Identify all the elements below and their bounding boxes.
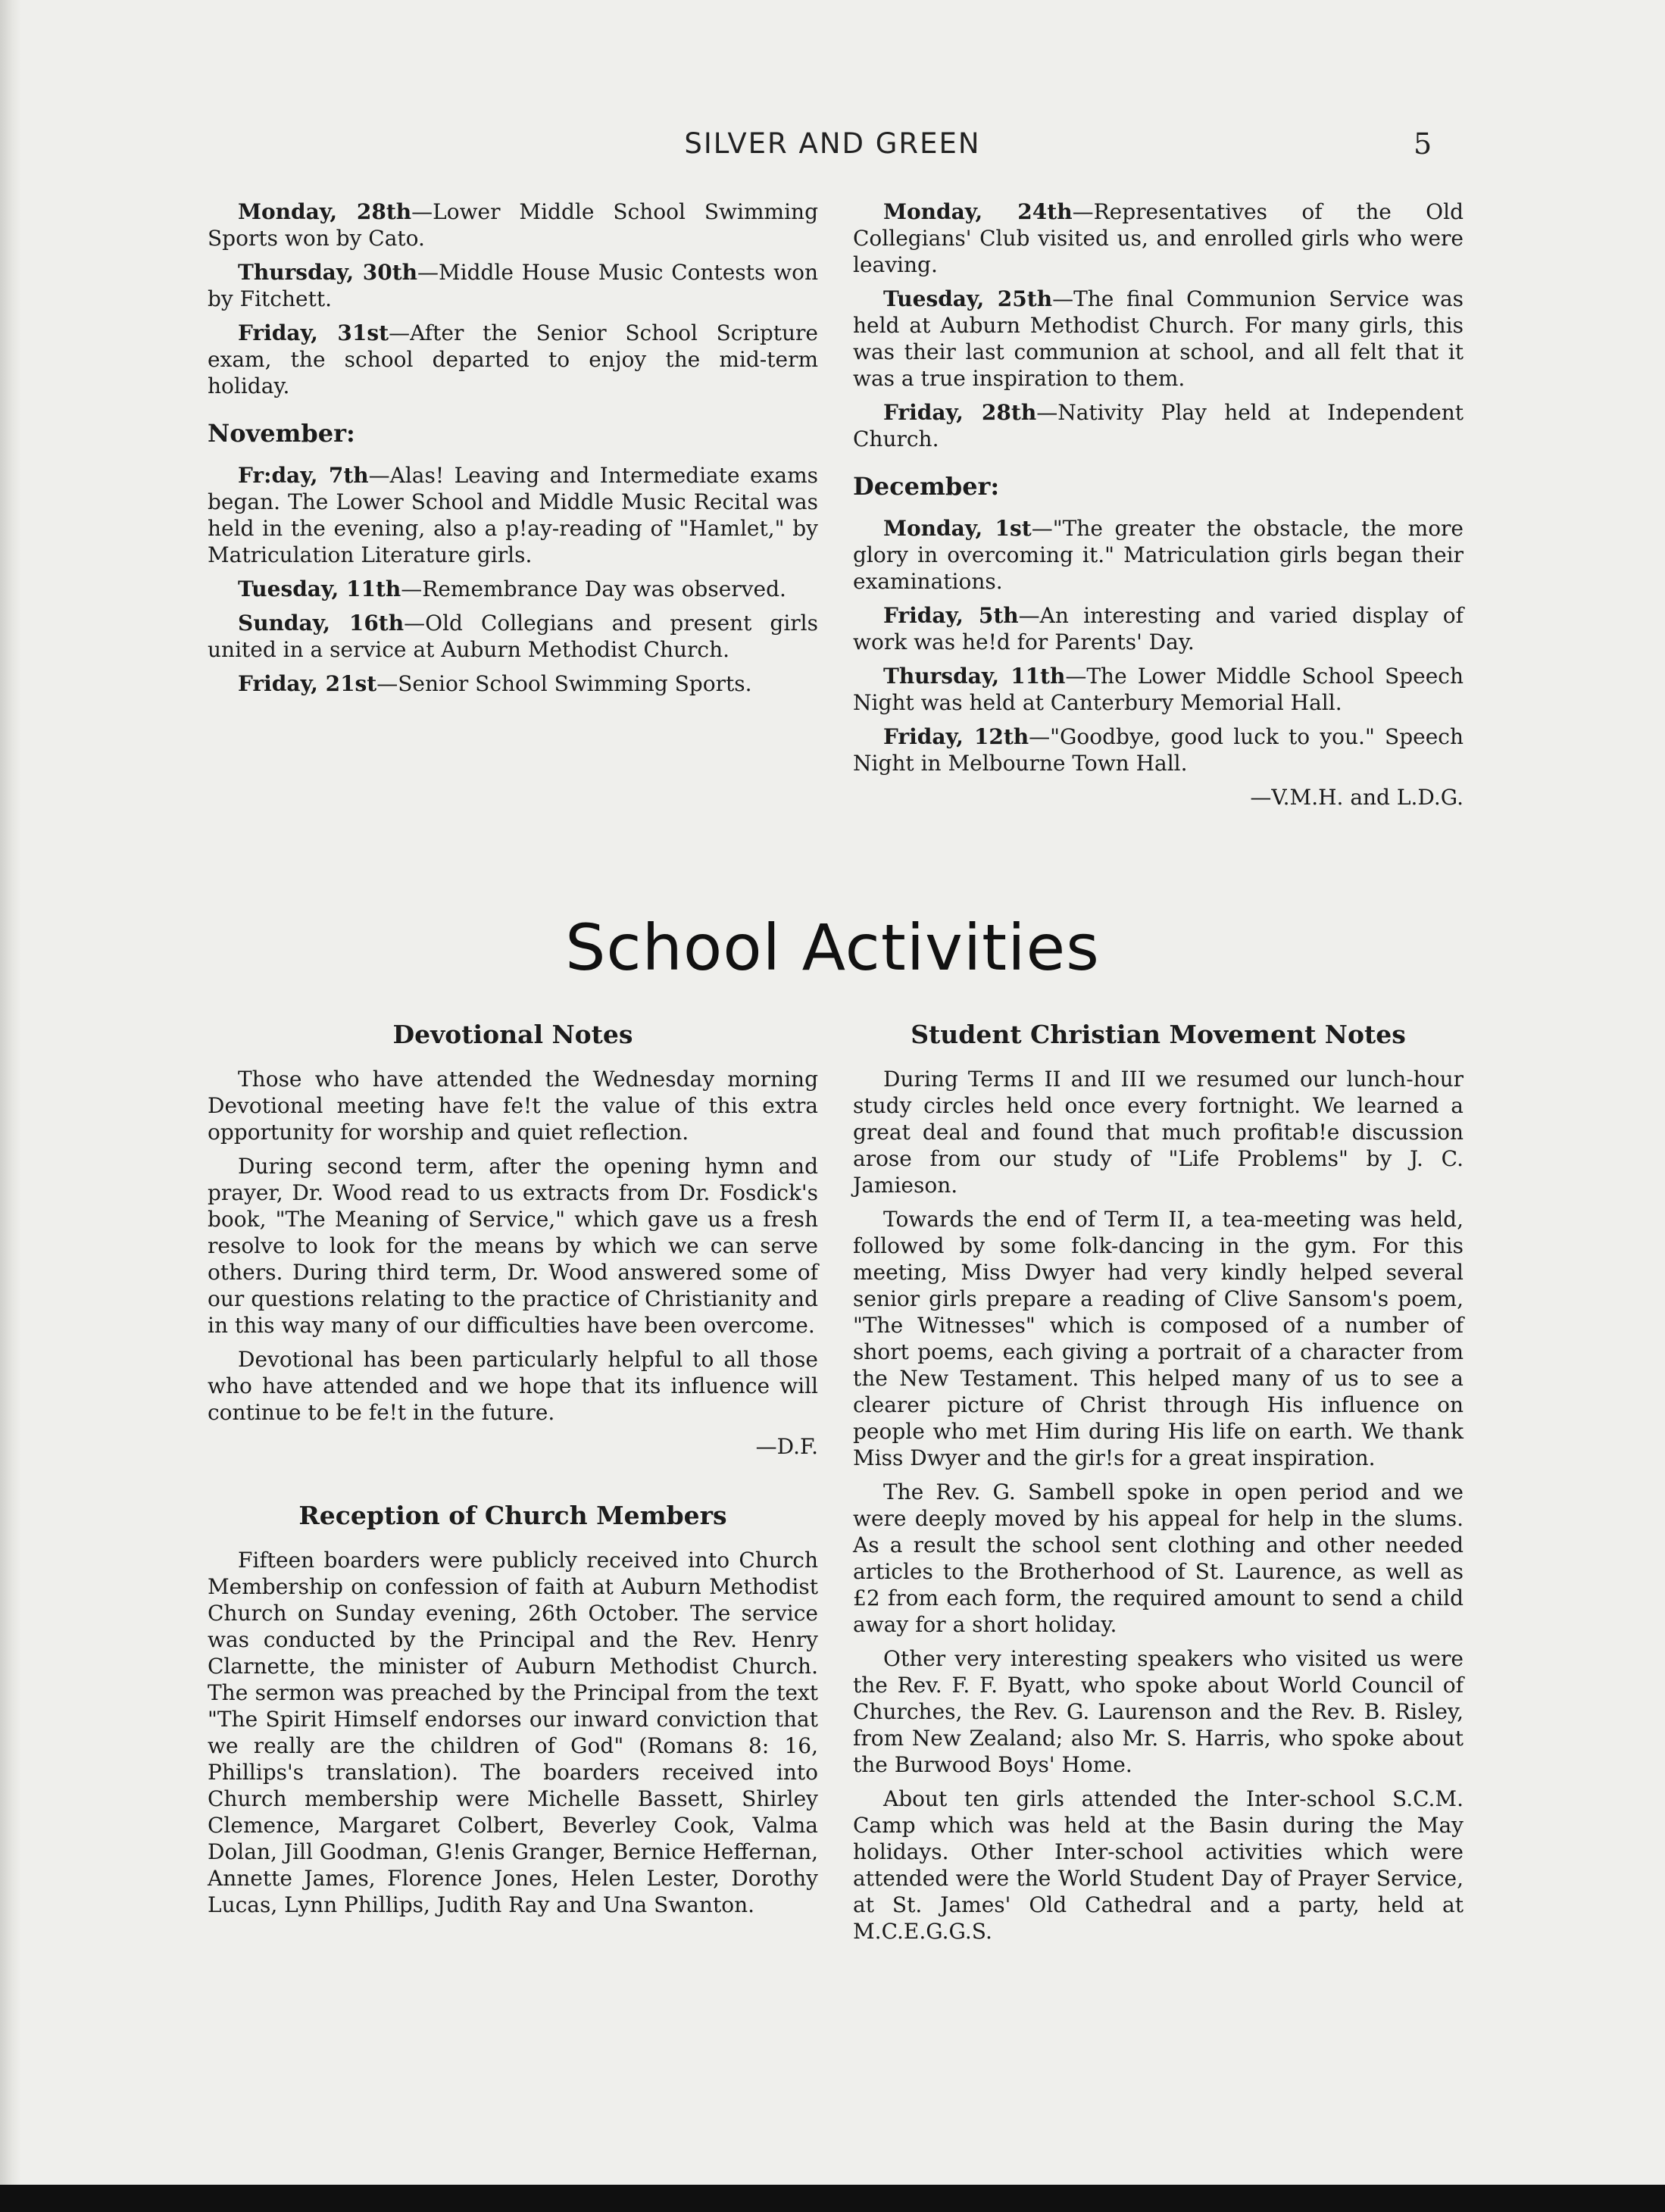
calendar-entry (208, 670, 818, 697)
calendar-entry (853, 515, 1464, 595)
entry-text: —The final Communion Service was held at Auburn Methodist Church. For many girls, this was their last communion at school, and all felt that it was a true inspiration to them. (853, 286, 1464, 391)
paragraph: Other very interesting speakers who visited us were the Rev. F. F. Byatt, who spoke about World Council of Churches, the Rev. G. Laurenson and the Rev. B. Risley, from New Zealand; also Mr. S. Harris, who spoke about the Burwood Boys' Home. (853, 1646, 1464, 1777)
entry-text: —An interesting and varied display of work was he!d for Parents' Day. (853, 603, 1464, 655)
running-title: SILVER AND GREEN (684, 127, 981, 160)
scan-border (0, 2185, 1665, 2212)
calendar-entry (208, 462, 818, 568)
section-title: School Activities (565, 911, 1100, 985)
entry-date: Sunday, 16th (238, 611, 405, 636)
entry-text: —Representatives of the Old Collegians' Club visited us, and enrolled girls who were leaving. (853, 199, 1464, 277)
calendar-entry (208, 198, 818, 252)
entry-date: Friday, 12th (883, 724, 1029, 749)
entry-date: Fr:day, 7th (238, 463, 369, 488)
entry-text: —"The greater the obstacle, the more glory in overcoming it." Matriculation girls began their examinations. (853, 516, 1464, 594)
scm-heading: Student Christian Movement Notes (911, 1020, 1406, 1049)
paragraph: Devotional has been particularly helpful to all those who have attended and we hope that its influence will continue to be fe!t in the future. (208, 1347, 818, 1425)
calendar-entry (208, 576, 818, 602)
calendar-entry (853, 286, 1464, 392)
calendar-entry (853, 602, 1464, 655)
calendar-entry (208, 259, 818, 312)
calendar-entry (853, 198, 1464, 278)
entry-date: Monday, 28th (238, 199, 412, 224)
entry-text: —Senior School Swimming Sports. (376, 671, 752, 696)
entry-text: —"Goodbye, good luck to you." Speech Night in Melbourne Town Hall. (853, 724, 1464, 776)
entry-text: —After the Senior School Scripture exam, the school departed to enjoy the mid-term holiday. (208, 320, 818, 398)
entry-date: Friday, 21st (238, 671, 377, 696)
activities-left-column (208, 1021, 818, 1926)
paragraph: The Rev. G. Sambell spoke in open period and we were deeply moved by his appeal for help in the slums. As a result the school sent clothing and other needed articles to the Brotherhood of St. Laurence, as well as £2 from each form, the required amount to send a child away for a short holiday. (853, 1479, 1464, 1637)
calendar-entry (853, 399, 1464, 452)
paragraph: Those who have attended the Wednesday morning Devotional meeting have fe!t the value of this extra opportunity for worship and quiet reflection. (208, 1067, 818, 1145)
entry-text: —Alas! Leaving and Intermediate exams began. The Lower School and Middle Music Recital was held in the evening, also a p!ay-reading of "Hamlet," by Matriculation Literature girls. (208, 463, 818, 567)
entry-text: —Old Collegians and present girls united in a service at Auburn Methodist Church. (208, 611, 819, 662)
paragraph: About ten girls attended the Inter-school S.C.M. Camp which was held at the Basin during the May holidays. Other Inter-school activities which were attended were the World Student Day of Prayer Service, at St. James' Old Cathedral and a party, held at M.C.E.G.G.S. (853, 1786, 1464, 1944)
paragraph: During Terms II and III we resumed our lunch-hour study circles held once every fortnight. We learned a great deal and found that much profitab!e discussion arose from our study of "Life Problems" by J. C. Jamieson. (853, 1067, 1464, 1198)
month-heading: December: (853, 472, 1000, 501)
entry-date: Thursday, 11th (883, 664, 1066, 689)
calendar-entry (208, 610, 818, 663)
entry-date: Thursday, 30th (238, 260, 417, 285)
page-number: 5 (1414, 127, 1432, 161)
activities-right-column (853, 1021, 1464, 1952)
entry-date: Friday, 28th (883, 400, 1037, 425)
entry-text: —Lower Middle School Swimming Sports won by Cato. (208, 199, 818, 251)
calendar-entry (208, 320, 818, 399)
entry-date: Friday, 31st (238, 320, 389, 345)
signature: —V.M.H. and L.D.G. (1250, 785, 1464, 810)
reception-heading: Reception of Church Members (298, 1501, 727, 1530)
month-heading: November: (208, 419, 355, 448)
calendar-entry (853, 723, 1464, 776)
paragraph: Fifteen boarders were publicly received into Church Membership on confession of faith at Auburn Methodist Church on Sunday evening, 26th October. The service was conducted by the Principal and the Rev. Henry Clarnette, the minister of Auburn Methodist Church. The sermon was preached by the Principal from the text "The Spirit Himself endorses our inward conviction that we really are the children of God" (Romans 8: 16, Phillips's translation). The boarders received into Church membership were Michelle Bassett, Shirley Clemence, Margaret Colbert, Beverley Cook, Valma Dolan, Jill Goodman, G!enis Granger, Bernice Heffernan, Annette James, Florence Jones, Helen Lester, Dorothy Lucas, Lynn Phillips, Judith Ray and Una Swanton. (208, 1548, 818, 1917)
spacer (208, 1467, 818, 1502)
entry-text: —Nativity Play held at Independent Church. (853, 400, 1464, 451)
entry-text: —Middle House Music Contests won by Fitchett. (208, 260, 818, 311)
paragraph: Towards the end of Term II, a tea-meeting was held, followed by some folk-dancing in the gym. For this meeting, Miss Dwyer had very kindly helped several senior girls prepare a reading of Clive Sansom's poem, "The Witnesses" which is composed of a number of short poems, each giving a portrait of a character from the New Testament. This helped many of us to see a clearer picture of Christ through His influence on people who met Him during His life on earth. We thank Miss Dwyer and the gir!s for a great inspiration. (853, 1207, 1464, 1470)
entry-date: Monday, 1st (883, 516, 1032, 541)
calendar-entry (853, 663, 1464, 716)
entry-text: —Remembrance Day was observed. (401, 576, 786, 601)
calendar-right-column (853, 198, 1464, 818)
entry-date: Friday, 5th (883, 603, 1019, 628)
entry-date: Monday, 24th (883, 199, 1073, 224)
devotional-heading: Devotional Notes (392, 1020, 633, 1049)
page-edge (0, 0, 21, 2212)
entry-text: —The Lower Middle School Speech Night was held at Canterbury Memorial Hall. (853, 664, 1464, 715)
calendar-left-column (208, 198, 818, 705)
signature: —D.F. (755, 1434, 818, 1459)
entry-date: Tuesday, 25th (883, 286, 1053, 311)
paragraph: During second term, after the opening hymn and prayer, Dr. Wood read to us extracts from Dr. Fosdick's book, "The Meaning of Service," which gave us a fresh resolve to look for the means by which we can serve others. During third term, Dr. Wood answered some of our questions relating to the practice of Christianity and in this way many of our difficulties have been overcome. (208, 1154, 818, 1338)
entry-date: Tuesday, 11th (238, 576, 401, 601)
